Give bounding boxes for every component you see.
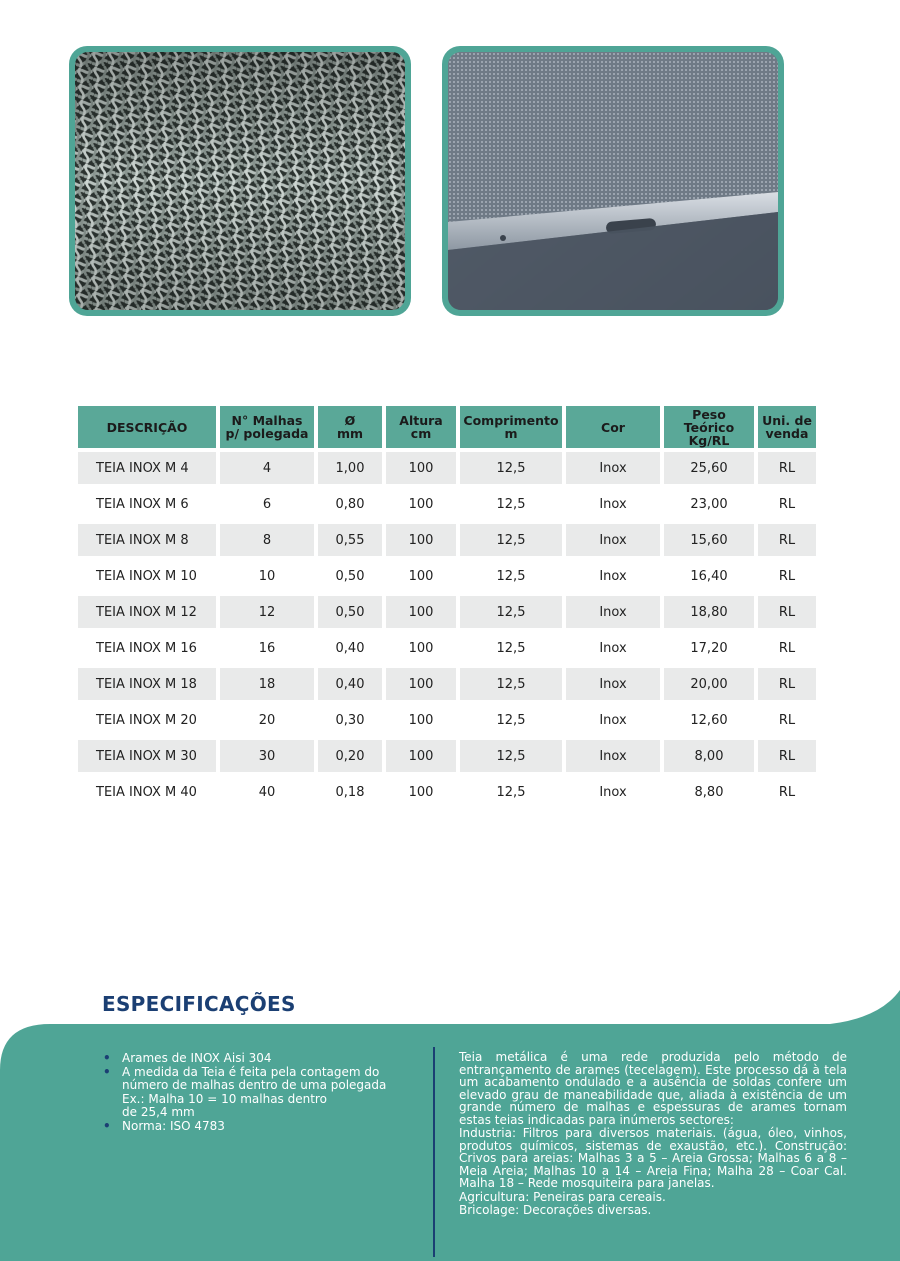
header-descricao: DESCRIÇÃO [78,406,216,448]
cell-cor: Inox [599,784,627,800]
cell-peso: 12,60 [690,712,728,728]
cell-cor: Inox [599,496,627,512]
cell-malhas: 6 [262,496,272,512]
cell-peso: 23,00 [690,496,728,512]
table-header-row [78,406,816,448]
cell-malhas: 20 [258,712,276,728]
cell-diametro: 0,50 [318,596,382,628]
header-comprimento: Comprimento m [460,406,562,448]
cell-malhas: 40 [258,784,276,800]
cell-cor: Inox [599,712,627,728]
cell-diametro: 0,30 [335,712,365,728]
cell-comprimento: 12,5 [460,740,562,772]
cell-altura: 100 [408,712,434,728]
cell-cor: Inox [566,524,660,556]
cell-comprimento: 12,5 [460,596,562,628]
header-peso: Peso Teórico Kg/RL [664,406,754,448]
cell-peso: 8,00 [664,740,754,772]
cell-cor: Inox [599,568,627,584]
cell-descricao: TEIA INOX M 16 [96,640,197,656]
cell-comprimento: 12,5 [460,524,562,556]
description-paragraph: Industria: Filtros para diversos materiais. (água, óleo, vinhos, produtos químicos, sistemas de exaustão, etc.). Construção: Crivos para areias: Malhas 3 a 5 – Areia Grossa; Malhas 6 a 8 – Meia Areia; Malhas 10 a 14 – Areia Fina; Malha 28 – Coar Cal. Malha 18 – Rede mosquiteira para janelas. [459,1126,847,1190]
header-diametro: Ø mm [318,406,382,448]
header-cor: Cor [566,406,660,448]
cell-comprimento: 12,5 [496,712,526,728]
cell-cor: Inox [566,740,660,772]
mesh-screen-photo [442,46,784,316]
cell-comprimento: 12,5 [460,452,562,484]
cell-comprimento: 12,5 [496,568,526,584]
woven-mesh-image [75,52,405,310]
cell-unidade: RL [778,784,796,800]
cell-malhas: 10 [258,568,276,584]
header-malhas: N° Malhas p/ polegada [220,406,314,448]
cell-descricao: TEIA INOX M 12 [78,596,216,628]
cell-diametro: 0,55 [318,524,382,556]
cell-comprimento: 12,5 [496,496,526,512]
framed-mesh-image [448,52,778,310]
table-row [78,776,816,808]
cell-unidade: RL [758,596,816,628]
cell-peso: 20,00 [664,668,754,700]
cell-unidade: RL [758,740,816,772]
cell-malhas: 12 [220,596,314,628]
cell-altura: 100 [386,740,456,772]
cell-malhas: 4 [220,452,314,484]
cell-peso: 8,80 [694,784,724,800]
cell-peso: 18,80 [664,596,754,628]
cell-malhas: 30 [220,740,314,772]
cell-descricao: TEIA INOX M 4 [78,452,216,484]
cell-cor: Inox [599,640,627,656]
wire-mesh-photo [69,46,411,316]
cell-altura: 100 [408,496,434,512]
cell-altura: 100 [408,568,434,584]
cell-cor: Inox [566,452,660,484]
table-row [78,668,816,700]
specs-bullet-list [103,1052,423,1133]
cell-comprimento: 12,5 [460,668,562,700]
cell-diametro: 0,40 [335,640,365,656]
description-paragraph: Bricolage: Decorações diversas. [459,1203,652,1217]
cell-unidade: RL [778,496,796,512]
cell-comprimento: 12,5 [496,640,526,656]
cell-peso: 25,60 [664,452,754,484]
cell-descricao: TEIA INOX M 40 [96,784,197,800]
cell-altura: 100 [386,524,456,556]
description-paragraph: Teia metálica é uma rede produzida pelo método de entrançamento de arames (tecelagem). Este processo dá à tela um acabamento ondulado e a ausência de soldas confere um elevado grau de maneabilidade que, aliada à existência de um grande número de malhas e espessuras de arames tornam estas teias indicadas para inúmeros sectores: [459,1050,847,1127]
cell-altura: 100 [386,452,456,484]
list-item: • Arames de INOX Aisi 304 [103,1052,423,1066]
cell-peso: 17,20 [690,640,728,656]
cell-descricao: TEIA INOX M 8 [78,524,216,556]
table-row [78,704,816,736]
list-item: • Norma: ISO 4783 [103,1120,423,1134]
cell-diametro: 0,50 [335,568,365,584]
description-paragraph: Agricultura: Peneiras para cereais. [459,1189,666,1204]
table-row [78,596,816,628]
product-spec-table [74,402,820,812]
table-row [78,632,816,664]
table-row [78,524,816,556]
cell-diametro: 0,40 [318,668,382,700]
column-divider [433,1047,435,1257]
cell-unidade: RL [758,452,816,484]
cell-descricao: TEIA INOX M 30 [78,740,216,772]
cell-altura: 100 [386,668,456,700]
table-row [78,740,816,772]
cell-diametro: 1,00 [318,452,382,484]
cell-descricao: TEIA INOX M 10 [96,568,197,584]
cell-malhas: 18 [220,668,314,700]
cell-descricao: TEIA INOX M 6 [96,496,189,512]
cell-altura: 100 [408,784,434,800]
list-item: • A medida da Teia é feita pela contagem do número de malhas dentro de uma polegada Ex.: Malha 10 = 10 malhas dentro de 25,4 mm [103,1066,423,1120]
description-text [459,1051,847,1218]
cell-diametro: 0,18 [335,784,365,800]
cell-unidade: RL [758,668,816,700]
cell-unidade: RL [778,568,796,584]
cell-unidade: RL [778,640,796,656]
cell-cor: Inox [566,596,660,628]
cell-altura: 100 [386,596,456,628]
cell-unidade: RL [778,712,796,728]
cell-unidade: RL [758,524,816,556]
cell-malhas: 8 [220,524,314,556]
cell-diametro: 0,80 [335,496,365,512]
specs-title: ESPECIFICAÇÕES [102,992,296,1016]
cell-altura: 100 [408,640,434,656]
cell-peso: 15,60 [664,524,754,556]
cell-cor: Inox [566,668,660,700]
table-row [78,488,816,520]
table-row [78,452,816,484]
header-altura: Altura cm [386,406,456,448]
cell-diametro: 0,20 [318,740,382,772]
cell-descricao: TEIA INOX M 18 [78,668,216,700]
cell-comprimento: 12,5 [496,784,526,800]
table-row [78,560,816,592]
header-unidade: Uni. de venda [758,406,816,448]
cell-peso: 16,40 [690,568,728,584]
cell-descricao: TEIA INOX M 20 [96,712,197,728]
cell-malhas: 16 [258,640,276,656]
